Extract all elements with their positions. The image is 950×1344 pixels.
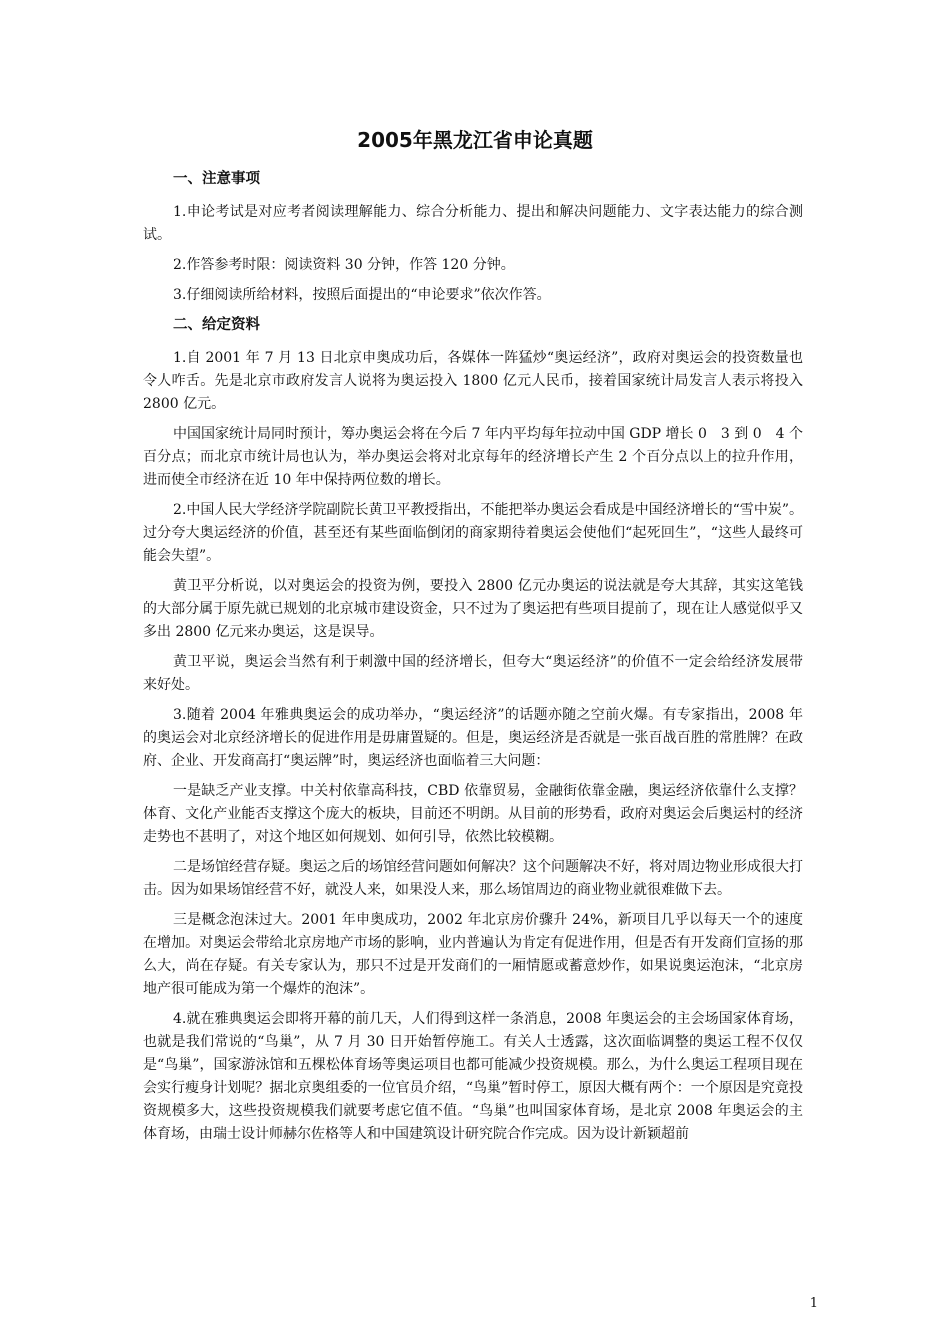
paragraph: 2.中国人民大学经济学院副院长黄卫平教授指出，不能把举办奥运会看成是中国经济增长的“雪中炭”。过分夸大奥运经济的价值，甚至还有某些面临倒闭的商家期待着奥运会使他们“起死回生”，“这些人最终可能会失望”。 — [143, 502, 803, 564]
page-title: 2005年黑龙江省申论真题 — [357, 128, 593, 152]
page-number: 1 — [809, 1296, 818, 1311]
section-heading-notes: 一、注意事项 — [173, 171, 260, 187]
section-heading-materials: 二、给定资料 — [173, 317, 260, 333]
paragraph: 4.就在雅典奥运会即将开幕的前几天，人们得到这样一条消息，2008 年奥运会的主会场国家体育场，也就是我们常说的“鸟巢”，从 7 月 30 日开始暂停施工。有关人士透露，这次面临调整的奥运工程不仅仅是“鸟巢”，国家游泳馆和五棵松体育场等奥运项目也都可能减少投资规模。那么，为什么奥运工程项目现在会实行瘦身计划呢？据北京奥组委的一位官员介绍，“鸟巢”暂时停工，原因大概有两个：一个原因是究竟投资规模多大，这些投资规模我们就要考虑它值不值。“鸟巢”也叫国家体育场，是北京 2008 年奥运会的主体育场，由瑞士设计师赫尔佐格等人和中国建筑设计研究院合作完成。因为设计新颖超前 — [143, 1011, 803, 1142]
document-body — [143, 168, 803, 1153]
paragraph: 中国国家统计局同时预计，筹办奥运会将在今后 7 年内平均每年拉动中国 GDP 增长 0 3 到 0 4 个百分点；而北京市统计局也认为，举办奥运会将对北京每年的经济增长产生 2 个百分点以上的拉升作用，进而使全市经济在近 10 年中保持两位数的增长。 — [143, 426, 803, 488]
paragraph: 2.作答参考时限：阅读资料 30 分钟，作答 120 分钟。 — [173, 257, 515, 273]
paragraph: 3.随着 2004 年雅典奥运会的成功举办，“奥运经济”的话题亦随之空前火爆。有专家指出，2008 年的奥运会对北京经济增长的促进作用是毋庸置疑的。但是，奥运经济是否就是一张百战百胜的常胜牌？在政府、企业、开发商高打“奥运牌”时，奥运经济也面临着三大问题： — [143, 707, 803, 769]
paragraph: 黄卫平说，奥运会当然有利于刺激中国的经济增长，但夸大“奥运经济”的价值不一定会给经济发展带来好处。 — [143, 654, 803, 693]
paragraph: 1.自 2001 年 7 月 13 日北京申奥成功后，各媒体一阵猛炒“奥运经济”，政府对奥运会的投资数量也令人咋舌。先是北京市政府发言人说将为奥运投入 1800 亿元人民币，接着国家统计局发言人表示将投入 2800 亿元。 — [143, 350, 803, 412]
paragraph: 二是场馆经营存疑。奥运之后的场馆经营问题如何解决？这个问题解决不好，将对周边物业形成很大打击。因为如果场馆经营不好，就没人来，如果没人来，那么场馆周边的商业物业就很难做下去。 — [143, 859, 803, 898]
paragraph: 黄卫平分析说，以对奥运会的投资为例，要投入 2800 亿元办奥运的说法就是夸大其辞，其实这笔钱的大部分属于原先就已规划的北京城市建设资金，只不过为了奥运把有些项目提前了，现在让人感觉似乎又多出 2800 亿元来办奥运，这是误导。 — [143, 578, 803, 640]
paragraph: 3.仔细阅读所给材料，按照后面提出的“申论要求”依次作答。 — [173, 287, 551, 303]
paragraph: 一是缺乏产业支撑。中关村依靠高科技，CBD 依靠贸易，金融街依靠金融，奥运经济依靠什么支撑？体育、文化产业能否支撑这个庞大的板块，目前还不明朗。从目前的形势看，政府对奥运会后奥运村的经济走势也不甚明了，对这个地区如何规划、如何引导，依然比较模糊。 — [143, 783, 803, 845]
paragraph: 1.申论考试是对应考者阅读理解能力、综合分析能力、提出和解决问题能力、文字表达能力的综合测试。 — [143, 204, 803, 243]
paragraph: 三是概念泡沫过大。2001 年申奥成功，2002 年北京房价骤升 24%，新项目几乎以每天一个的速度在增加。对奥运会带给北京房地产市场的影响，业内普遍认为肯定有促进作用，但是否有开发商们宣扬的那么大，尚在存疑。有关专家认为，那只不过是开发商们的一厢情愿或蓄意炒作，如果说奥运泡沫，“北京房地产很可能成为第一个爆炸的泡沫”。 — [143, 912, 803, 997]
